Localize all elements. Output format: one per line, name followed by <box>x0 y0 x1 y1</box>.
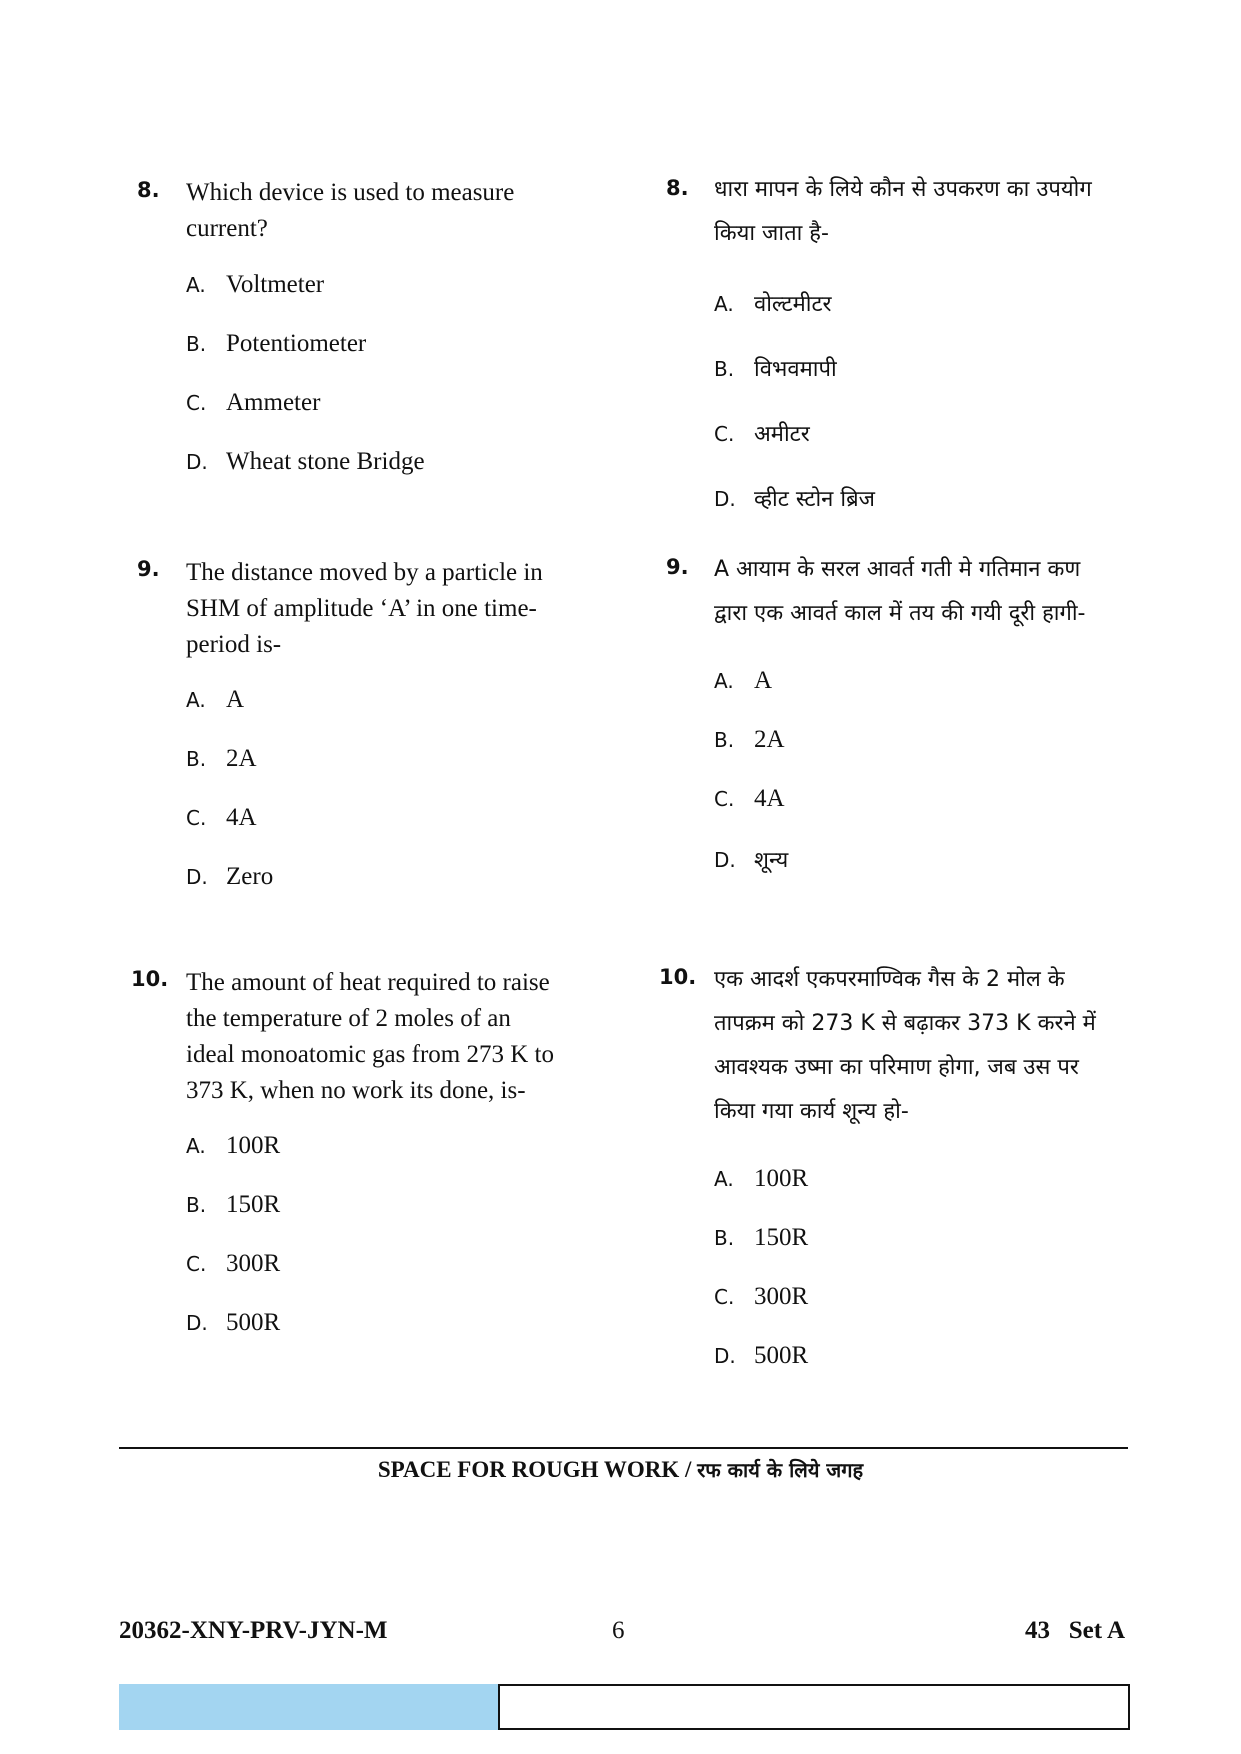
option-d[interactable]: D. 500R <box>186 1309 281 1336</box>
option-c[interactable]: C. Ammeter <box>186 389 321 416</box>
question-text-line: धारा मापन के लिये कौन से उपकरण का उपयोग <box>714 177 1092 202</box>
question-text-line: किया गया कार्य शून्य हो- <box>714 1099 909 1124</box>
question-text-line: Which device is used to measure <box>186 179 515 206</box>
question-text-line: आवश्यक उष्मा का परिमाण होगा, जब उस पर <box>714 1055 1079 1080</box>
option-a[interactable]: A. A <box>186 686 245 713</box>
page-number: 6 <box>612 1617 625 1644</box>
question-text <box>714 958 1096 1134</box>
option-a[interactable]: A. 100R <box>186 1132 281 1159</box>
option-b[interactable]: B. विभवमापी <box>714 357 837 382</box>
option-a[interactable]: A. 100R <box>714 1165 809 1192</box>
question-text <box>186 965 554 1109</box>
question-text-line: the temperature of 2 moles of an <box>186 1005 511 1032</box>
question-text-line: current? <box>186 215 268 242</box>
option-d[interactable]: D. 500R <box>714 1342 809 1369</box>
question-text <box>186 175 514 247</box>
option-a[interactable]: A. A <box>714 667 773 694</box>
rough-work-en: SPACE FOR ROUGH WORK / <box>377 1457 698 1482</box>
question-text <box>186 555 543 663</box>
question-text-line: एक आदर्श एकपरमाण्विक गैस के 2 मोल के <box>714 967 1065 992</box>
option-b[interactable]: B. 150R <box>714 1224 809 1251</box>
question-text-line: The amount of heat required to raise <box>186 969 550 996</box>
option-d[interactable]: D. शून्य <box>714 848 789 873</box>
question-text <box>714 168 1092 256</box>
option-d[interactable]: D. Zero <box>186 863 274 890</box>
set-label: 43 Set A <box>1025 1617 1125 1644</box>
rough-work-divider <box>119 1447 1128 1449</box>
option-b[interactable]: B. 2A <box>186 745 257 772</box>
question-text <box>714 548 1086 636</box>
question-number: 10. <box>659 965 697 989</box>
question-number: 8. <box>137 178 160 202</box>
question-text-line: द्वारा एक आवर्त काल में तय की गयी दूरी हागी- <box>714 601 1086 626</box>
paper-code: 20362-XNY-PRV-JYN-M <box>119 1617 388 1644</box>
option-d[interactable]: D. व्हीट स्टोन ब्रिज <box>714 487 875 512</box>
option-c[interactable]: C. अमीटर <box>714 422 810 447</box>
question-number: 10. <box>131 967 169 991</box>
option-c[interactable]: C. 4A <box>714 785 785 812</box>
question-text-line: period is- <box>186 631 282 658</box>
question-text-line: किया जाता है- <box>714 221 829 246</box>
option-a[interactable]: A. वोल्टमीटर <box>714 292 832 317</box>
option-c[interactable]: C. 300R <box>714 1283 809 1310</box>
option-b[interactable]: B. 150R <box>186 1191 281 1218</box>
question-number: 9. <box>666 555 689 579</box>
footer-blank-box <box>498 1684 1130 1730</box>
option-d[interactable]: D. Wheat stone Bridge <box>186 448 425 475</box>
question-text-line: 373 K, when no work its done, is- <box>186 1077 526 1104</box>
question-number: 9. <box>137 557 160 581</box>
footer-color-bar <box>119 1684 498 1730</box>
option-b[interactable]: B. 2A <box>714 726 785 753</box>
option-c[interactable]: C. 4A <box>186 804 257 831</box>
question-text-line: A आयाम के सरल आवर्त गती मे गतिमान कण <box>714 557 1081 582</box>
question-text-line: तापक्रम को 273 K से बढ़ाकर 373 K करने में <box>714 1011 1096 1036</box>
option-c[interactable]: C. 300R <box>186 1250 281 1277</box>
question-text-line: The distance moved by a particle in <box>186 559 543 586</box>
option-b[interactable]: B. Potentiometer <box>186 330 367 357</box>
question-number: 8. <box>666 176 689 200</box>
question-text-line: ideal monoatomic gas from 273 K to <box>186 1041 554 1068</box>
rough-work-hi: रफ कार्य के लिये जगह <box>697 1458 864 1482</box>
option-a[interactable]: A. Voltmeter <box>186 271 325 298</box>
rough-work-heading <box>0 1456 1241 1483</box>
question-text-line: SHM of amplitude ‘A’ in one time- <box>186 595 537 622</box>
